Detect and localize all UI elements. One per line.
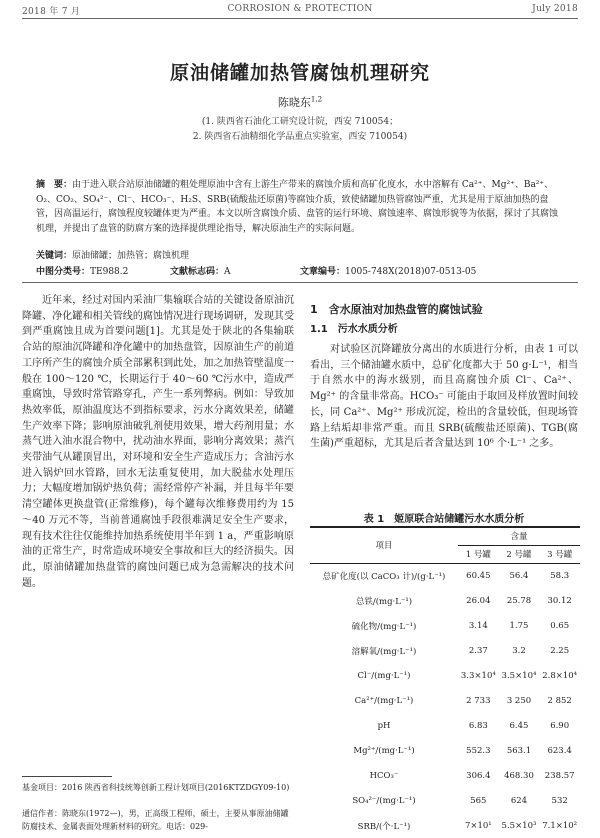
author-line (0, 94, 600, 110)
cell: 30.12 (547, 595, 572, 606)
cell: 532 (551, 795, 568, 806)
row-item: Mg²⁺/(mg·L⁻¹) (353, 745, 415, 756)
cell: 5.5×10³ (501, 820, 537, 831)
abstract (36, 178, 564, 236)
abstract-text: 由于进入联合站原油储罐的粗处理原油中含有上游生产带来的腐蚀介质和高矿化度水，水中溶解有 Ca²⁺、Mg²⁺、Ba²⁺、O₂、CO₂、SO₄²⁻、Cl⁻、HCO₃⁻、H₂S、SRB(硫酸盐还原菌)等腐蚀介质，致使储罐加热管腐蚀严重，尤其是用于原油加热的盘管，因高温运行，腐蚀程度较罐体更为严重。本文以所含腐蚀介质、盘管的运行环境、腐蚀速率、腐蚀形貌等为依据，探讨了其腐蚀机理，并提出了盘管的防腐方案的选择提供理论指导，解决原油生产的实际问题。 (36, 180, 559, 234)
cell: 7×10¹ (464, 820, 492, 831)
abstract-rule (22, 282, 578, 283)
cell: 56.4 (509, 570, 529, 581)
keywords-text: 原油储罐；加热管；腐蚀机理 (72, 251, 190, 261)
header-issue: July 2018 (532, 4, 578, 14)
row-item: pH (377, 720, 391, 731)
cell: 624 (510, 795, 528, 806)
cell: 6.83 (468, 720, 488, 731)
cell: 1.75 (509, 620, 529, 631)
table-row (310, 713, 580, 738)
header-date: 2018 年 7 月 (22, 7, 81, 17)
cell: 563.1 (506, 745, 532, 756)
row-item: Cl⁻/(mg·L⁻¹) (357, 670, 411, 681)
cell: 3 250 (506, 695, 532, 706)
footnote-rule (22, 776, 112, 777)
article-number-label: 文章编号： (300, 267, 346, 277)
table-row (310, 588, 580, 613)
article-number (300, 264, 476, 277)
abstract-label: 摘 要： (36, 180, 73, 190)
row-item: 硫化物/(mg·L⁻¹) (351, 621, 417, 632)
header-journal: CORROSION & PROTECTION (227, 4, 373, 14)
document-code (170, 264, 231, 277)
keywords-label: 关键词： (36, 251, 73, 261)
row-item: Ca²⁺/(mg·L⁻¹) (354, 695, 414, 706)
water-quality-table (310, 527, 580, 838)
table-row (310, 788, 580, 813)
table-col-header: 2 号罐 (506, 550, 532, 560)
table-row (310, 638, 580, 663)
cell: 26.04 (466, 595, 491, 606)
table-row (310, 663, 580, 688)
author-name: 陈晓东 (277, 96, 311, 109)
table-col-header: 3 号罐 (547, 550, 573, 560)
header-rule (22, 18, 578, 19)
cell: 623.4 (547, 745, 572, 756)
table-col-header: 1 号罐 (465, 550, 491, 560)
affiliation-2: 2. 陕西省石油精细化学品重点实验室，西安 710054) (192, 132, 408, 142)
table-row (310, 563, 580, 588)
row-item: HCO₃⁻ (369, 770, 399, 781)
row-item: SRB/(个·L⁻¹) (357, 821, 411, 832)
cell: 60.45 (466, 570, 491, 581)
row-item: SO₄²⁻/(mg·L⁻¹) (352, 795, 416, 806)
article-number-value: 1005-748X(2018)07-0513-05 (345, 267, 477, 277)
cell: 2 852 (547, 695, 572, 706)
row-item: 总矿化度(以 CaCO₃ 计)/(g·L⁻¹) (322, 571, 446, 582)
cell: 6.90 (550, 720, 570, 731)
footnote-author: 通信作者：陈晓东(1972—)，男，正高级工程师，硕士，主要从事原油储罐防腐技术、金属表面处理新材料的研究。电话：029- (22, 809, 289, 831)
cell: 2.25 (550, 645, 570, 656)
affiliation-1: (1. 陕西省石油化工研究设计院，西安 710054； (201, 117, 399, 127)
cell: 2.8×10⁴ (542, 670, 578, 681)
row-item: 溶解氧/(mg·L⁻¹) (351, 646, 417, 657)
section-heading-1-1: 1.1 污水水质分析 (310, 324, 398, 335)
footnote-fund: 基金项目：2016 陕西省科技统筹创新工程计划项目(2016KTZDGY09-10) (22, 783, 290, 792)
cell: 468.30 (504, 770, 534, 781)
author-affiliation-mark: 1,2 (310, 95, 323, 104)
cell: 306.4 (466, 770, 491, 781)
cell: 6.45 (509, 720, 529, 731)
section-heading-1: 1 含水原油对加热盘管的腐蚀试验 (310, 303, 483, 316)
intro-paragraph: 近年来，经过对国内采油厂集输联合站的关键设备原油沉降罐、净化罐和相关管线的腐蚀情况进行现场调研，发现其受到严重腐蚀且成为首要问题[1]。尤其是处于陕北的各集输联合站的原油沉降罐和净化罐中的加热盘管，因原油生产的前道工序所产生的腐蚀介质全部累积到此处，加之加热管壁温度一般在 100～120 ℃，长期运行于 40～60 ℃污水中，造成严重腐蚀，导致时常管路穿孔，产生一系列弊病。例如：导致加热效率低，原油温度达不到指标要求，污水分离效果差，储罐生产效率下降；影响原油破乳剂使用效果，增大药剂用量；水蒸气进入油水混合物中，扰动油水界面，影响分离效果；蒸汽夹带油气从罐顶冒出，对环境和安全生产造成压力；含油污水进入锅炉回水管路，回水无法重复使用，加大脱盐水处理压力；大幅度增加锅炉热负荷；需经常停产补漏，并且每半年要清空罐体更换盘管(正常维修)，每个罐每次维修费用约为 15～40 万元不等，当前普通腐蚀手段很难满足安全生产要求，现有技术往往仅能维持加热系统使用半年到 1 a，严重影响原油的正常生产，时常造成环境安全事故和巨大的经济损失。因此，原油储罐加热盘管的腐蚀问题已成为急需解决的技术问题。 (22, 295, 294, 589)
water-analysis-paragraph: 对试验区沉降罐放分离出的水质进行分析，由表 1 可以看出，三个储油罐水质中，总矿化度都大于 50 g·L⁻¹，相当于自然水中的海水级别，而且高腐蚀介质 Cl⁻、Ca²⁺、Mg²⁺ 的含量非常高。HCO₃⁻ 可能由于取回及样放置时间较长，同 Ca²⁺、Mg²⁺ 形成沉淀，检出的含量较低，但现场管路上结垢却非常严重。而且 SRB(硫酸盐还原菌)、TGB(腐生菌)严重超标，尤其是后者含量达到 10⁶ 个·L⁻¹ 之多。 (310, 344, 578, 450)
table-row (310, 738, 580, 763)
clc-value: TE988.2 (90, 267, 129, 277)
cell: 3.14 (468, 620, 488, 631)
row-item: 总铁/(mg·L⁻¹) (355, 596, 413, 607)
table-item-header: 项目 (375, 541, 393, 551)
clc-number (36, 264, 128, 277)
table-caption: 表 1 姬原联合站储罐污水水质分析 (363, 514, 525, 525)
cell: 565 (470, 795, 487, 806)
cell: 552.3 (466, 745, 491, 756)
clc-label: 中图分类号： (36, 267, 91, 277)
paper-title: 原油储罐加热管腐蚀机理研究 (169, 62, 430, 84)
cell: 3.2 (512, 645, 526, 656)
cell: 25.78 (506, 595, 532, 606)
doc-code-value: A (224, 267, 231, 277)
cell: 7.1×10² (542, 820, 578, 831)
table-row (310, 763, 580, 788)
cell: 3.5×10⁴ (501, 670, 537, 681)
table-group-header: 含量 (510, 532, 528, 542)
cell: 3.3×10⁴ (460, 670, 496, 681)
cell: 238.57 (544, 770, 575, 781)
cell: 2.37 (468, 645, 488, 656)
cell: 2 733 (466, 695, 491, 706)
table-row (310, 613, 580, 638)
cell: 58.3 (550, 570, 570, 581)
table-row (310, 813, 580, 838)
cell: 0.65 (550, 620, 570, 631)
keywords (36, 248, 189, 261)
doc-code-label: 文献标志码： (170, 267, 225, 277)
table-row (310, 688, 580, 713)
